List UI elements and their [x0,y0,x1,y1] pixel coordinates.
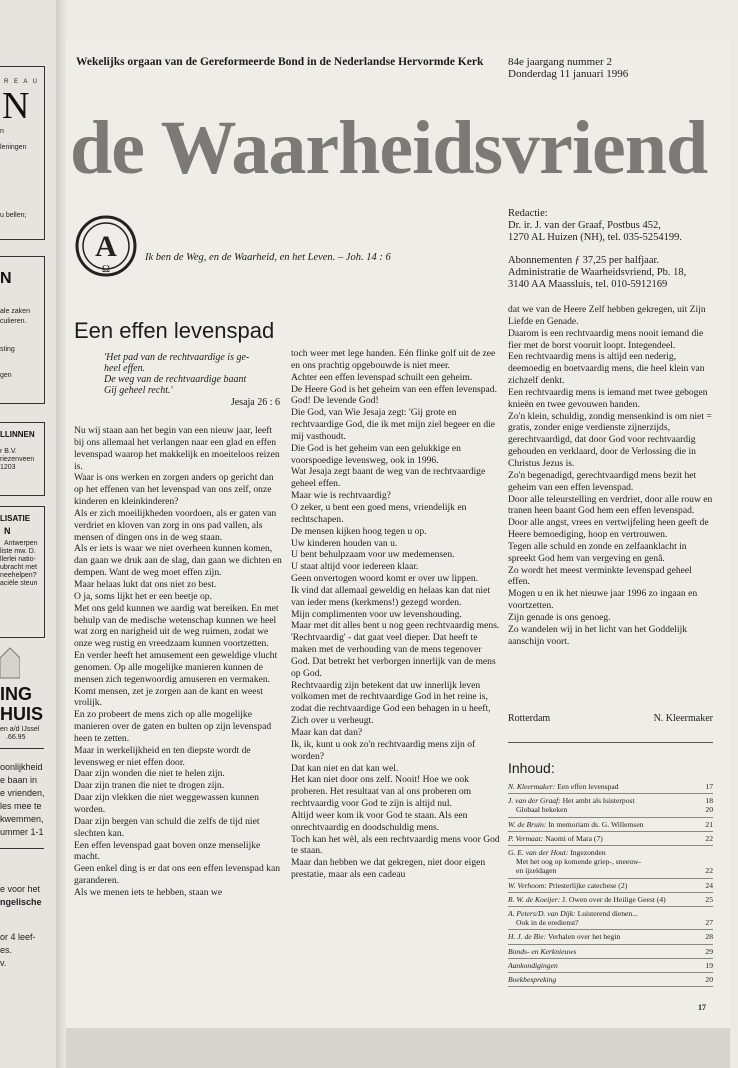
adjacent-text: n [0,128,4,135]
adjacent-text: aciële steun [0,580,38,587]
adjacent-text: ngelische [0,897,42,907]
paragraph: Mogen u en ik het nieuwe jaar 1996 zo ingaan en voortzetten. [508,588,698,612]
adjacent-text: e vrienden, [0,788,45,798]
paragraph: Als er zich moeilijkheden voordoen, als er gaten van verdriet en kloven van zorg in ons pad vallen, als mensen of dingen ons in de weg staan. [74,507,277,543]
adjacent-text: R E A U [4,79,40,85]
paragraph: Zo wordt het meest verminkte levenspad geheel effen. [508,564,692,588]
toc-text: In memoriam ds. G. Willemsen [548,819,644,829]
adjacent-text: neehelpen? [0,572,37,579]
adjacent-text: gen [0,372,12,379]
paragraph: Zo'n begenadigd, gerechtvaardigd mens bezit het geheim van een effen levenspad. [508,469,697,493]
abonnementen-line: Abonnementen ƒ 37,25 per halfjaar. [508,255,660,266]
issue-date: Donderdag 11 januari 1996 [508,68,629,80]
toc-page: 29 [705,946,713,956]
paragraph: Die God, van Wie Jesaja zegt: 'Gij grote en rechtvaardige God, die ik met mijn ziel begeer en die mij vasthoudt. [291,407,496,442]
toc-item[interactable] [508,832,713,846]
page-bottom-edge [66,1028,730,1068]
toc-item[interactable] [508,930,713,944]
toc-page: 22 [705,866,713,876]
paragraph: toch weer met lege handen. Eén flinke golf uit de zee en ons prachtig opgebouwde is niet meer. [291,348,496,371]
paragraph: Maar met dit alles bent u nog geen rechtvaardig mens. [291,620,500,632]
article-title: Een effen levenspad [74,318,275,343]
toc-page: 28 [705,932,713,942]
organ-line: Wekelijks orgaan van de Gereformeerde Bond in de Nederlandse Hervormde Kerk [76,56,484,68]
paragraph: Daarom is een rechtvaardig mens nooit iemand die fier met de borst vooruit loopt. Integendeel. [508,327,704,351]
toc-author: W. de Bruin: [508,819,547,829]
adjacent-text: Antwerpen [4,540,38,547]
paragraph: Tegen alle schuld en zonde en zelfaanklacht in spreekt God hem van vergeving en genâ. [508,540,687,564]
toc-page: 21 [705,819,713,829]
toc-item[interactable] [508,846,713,879]
toc-text: Met het oog op komende griep-, sneeuw- [516,857,642,867]
toc-item[interactable] [508,973,713,987]
paragraph: Komt mensen, zet je zorgen aan de kant en weest vrolijk. [74,685,263,709]
adjacent-text: or 4 leef- [0,932,36,942]
redactie-line: Redactie: [508,208,548,219]
signature-place: Rotterdam [508,713,551,724]
adjacent-text: N [0,270,12,287]
article-column-3 [508,304,713,647]
quote-line: heel effen. [104,363,146,374]
paragraph: Maar dan hebben we dat gekregen, niet door eigen prestatie, maar als een cadeau [291,857,486,881]
adjacent-text: kwemmen, [0,814,44,824]
page-number: 17 [698,1003,706,1012]
adjacent-text: les mee te [0,801,42,811]
paragraph: 'Rechtvaardig' - dat gaat veel dieper. Dat heeft te maken met de verhouding van de mens tegenover God. Dat betrekt het verborgen innerlijk van de mens op God. [291,632,496,679]
paragraph: Maar kan dat dan? [291,727,363,738]
adjacent-text: sting [0,346,15,353]
adjacent-page-strip [0,0,57,1068]
adjacent-text: 1203 [0,464,16,471]
toc-item[interactable] [508,959,713,973]
adjacent-text: v. [0,958,7,968]
adjacent-text: llerlei natio- [0,556,36,563]
toc-text: J. Owen over de Heilige Geest (4) [562,894,666,904]
paragraph: O zeker, u bent een goed mens, vriendelijk en rechtschapen. [291,501,467,525]
paragraph: U staat altijd voor iedereen klaar. [291,561,419,573]
toc-text: Ook in de eredienst? [516,918,579,928]
paragraph: Wat Jesaja zegt baant de weg van de rechtvaardige geheel effen. [291,466,486,490]
paragraph: Als er iets is waar we niet overheen kunnen komen, dan gaan we druk aan de slag, dan gaan we dichten en dempen. Want de weg moet effen zijn. [74,543,282,579]
paragraph: Toch kan het wèl, als een rechtvaardig mens voor God te staan. [291,833,500,857]
paragraph: Met ons geld kunnen we aardig wat bereiken. En met behulp van de medische wetenschap kunnen we heel wat zorg en narigheid uit de weg ruimen, zodat we onze weg rustig en vreedzaam kunnen voortzetten. [74,602,279,650]
toc-page: 22 [705,833,713,843]
toc-item[interactable] [508,879,713,893]
adjacent-text: LLINNEN [0,430,35,439]
paragraph: Een rechtvaardig mens is altijd een nederig, deemoedig en boetvaardig mens, die heel klein van zichzelf denkt. [508,351,705,387]
paragraph: U bent behulpzaam voor uw medemensen. [291,549,455,561]
toc-author: Bonds- en Kerknieuws [508,946,577,956]
issue-info [508,56,628,80]
quote-line: Gij geheel recht.' [104,385,173,396]
adjacent-house-icon [0,640,20,680]
paragraph: Ik, ik, kunt u ook zo'n rechtvaardig mens zijn of worden? [291,738,476,762]
paragraph: Maar in werkelijkheid en ten diepste wordt de levensweg er niet effen door. [74,744,251,768]
adjacent-text: e voor het [0,884,41,894]
adjacent-text: ING [0,684,33,704]
paragraph: Daar zijn bergen van schuld die zelfs de tijd niet slechten kan. [74,815,260,839]
adjacent-rule [0,848,44,849]
adjacent-text: leningen [0,144,27,151]
toc-page: 24 [705,880,713,890]
paragraph: Maar wie is rechtvaardig? [291,490,391,502]
toc-text: Naomi of Mara (7) [545,833,603,843]
adjacent-text: es. [0,945,13,955]
adjacent-text: ummer 1-1 [0,827,44,837]
paragraph: Zo wandelen wij in het licht van het Goddelijk aanschijn voort. [508,623,688,647]
paragraph: Door alle teleurstelling en verdriet, door alle rouw en tranen heen baant God hem een effen levenspad. Door alle angst, vrees en vertwijfeling heen geeft de Heere bemoediging, hoop en vertrouwen. [508,493,713,541]
abonnementen-block [508,255,686,291]
paragraph: Een rechtvaardig mens is iemand met twee gebogen knieën en twee gevouwen handen. [508,386,708,410]
adjacent-text: liste mw. D. [0,548,36,555]
paragraph: Mijn complimenten voor uw levenshouding. [291,608,462,620]
paragraph: Zijn genade is ons genoeg. [508,611,611,623]
toc-page: 18 [705,796,713,806]
article-signature [508,713,713,724]
quote-line: 'Het pad van de rechtvaardige is ge- [104,352,250,363]
paragraph: O ja, soms lijkt het er een beetje op. [74,590,213,602]
article-column-2 [291,348,500,881]
toc-text: Het ambt als luisterpost [562,796,635,806]
issue-number: 84e jaargang nummer 2 [508,56,612,68]
toc-page: 20 [705,805,713,815]
paragraph: Nu wij staan aan het begin van een nieuw jaar, leeft bij ons allemaal het verlangen naar een glad en effen levenspad waarop het makkelijk en moeiteloos reizen is. [74,425,280,472]
adjacent-text: N [4,526,11,536]
paragraph: Een effen levenspad gaat boven onze menselijke macht. [74,839,261,863]
toc-item[interactable] [508,893,713,907]
toc-text: Een effen levenspad [557,782,619,791]
adjacent-text: .66.95 [6,734,26,741]
adjacent-text: e baan in [0,775,38,785]
toc-item[interactable] [508,945,713,959]
page-gutter [56,0,66,1068]
signature-author: N. Kleermaker [653,713,713,724]
logo-alpha: A [95,230,117,263]
bible-quote [104,352,280,408]
toc-author: A. Peters/D. van Dijk: [508,909,576,919]
toc-item[interactable] [508,818,713,832]
toc-page: 19 [705,960,713,970]
toc-author: J. van der Graaf: [508,796,561,806]
toc-author: Aankondigingen [508,960,558,970]
toc-author: W. Verhoom: [508,880,547,890]
abonnementen-line: Administratie de Waarheidsvriend, Pb. 18, [508,267,687,278]
adjacent-text: HUIS [0,704,44,724]
adjacent-text: oonlijkheid [0,762,43,772]
toc-text: Verhalen over het begin [547,932,621,942]
article-column-1 [74,425,282,899]
toc-text: Globaal bekeken [516,805,568,815]
paragraph: Zo'n klein, schuldig, zondig mensenkind is om niet = gratis, zonder enige verdienste zijnerzijds, gerechtvaardigd, dat door God voor rechtvaardig gehouden en verklaard, door de Verlossing die in Christus Jezus is. [508,410,712,469]
quote-line: De weg van de rechtvaardige baant [104,374,247,385]
toc-item[interactable] [508,907,713,930]
abonnementen-line: 3140 AA Maassluis, tel. 010-5912169 [508,279,668,290]
motto: Ik ben de Weg, en de Waarheid, en het Leven. – Joh. 14 : 6 [145,252,391,263]
adjacent-text: u bellen; [0,212,27,219]
section-divider [508,742,713,743]
paragraph: En verder heeft het amusement een geweldige vlucht genomen. Op alle mogelijke manieren kunnen de mensen zich tegenwoordig amuseren en vermaken. [74,650,278,685]
toc-text: Ingezonden [570,848,606,858]
adjacent-text: N [2,85,30,127]
alpha-omega-seal-icon [74,214,138,283]
quote-source: Jesaja 26 : 6 [230,397,280,408]
paragraph: Maar helaas lukt dat ons niet zo best. [74,578,217,590]
paragraph: Die God is het geheim van een gelukkige en voorspoedige levensweg, ook in 1996. [291,442,461,466]
paragraph: Als we menen iets te hebben, staan we [74,886,223,898]
redactie-block [508,208,682,244]
paragraph: Geen onvertogen woord komt er over uw lippen. [291,573,479,585]
paragraph: Daar zijn vlekken die niet weggewassen kunnen worden. [74,792,259,815]
logo-omega: Ω [101,263,111,275]
adjacent-text: en a/d IJssel [0,726,40,733]
toc-item[interactable] [508,794,713,817]
redactie-line: Dr. ir. J. van der Graaf, Postbus 452, [508,220,661,231]
paragraph: Daar zijn wonden die niet te helen zijn. [74,768,225,780]
paragraph: Het kan niet door ons zelf. Nooit! Hoe we ook proberen. Het resultaat van al ons proberen om rechtvaardig voor God te zijn is altijd nul. [291,774,472,810]
toc-page: 17 [705,782,713,791]
paragraph: Rechtvaardig zijn betekent dat uw innerlijk leven volkomen met de rechtvaardige God in het reine is, zodat die rechtvaardige God een behagen in u heeft, Zich over u verheugt. [291,679,491,727]
toc-text: en ijzeldagen [516,866,557,876]
paragraph: dat we van de Heere Zelf hebben gekregen, uit Zijn Liefde en Genade. [508,304,706,327]
adjacent-text: LISATIE [0,514,31,523]
paragraph: Waar is ons werken en zorgen anders op gericht dan op het effenen van het levenspad van ons zelf, onze kinderen en kleinkinderen? [74,472,274,508]
paragraph: Altijd weer kom ik voor God te staan. Als een onrechtvaardig en doodschuldig mens. [291,809,468,833]
toc-author: H. J. de Bie: [508,932,547,942]
toc-author: N. Kleermaker: [508,782,556,791]
toc-author: P. Vermaat: [508,833,544,843]
adjacent-text: riezenveen [0,456,35,463]
toc-author: R. W. de Koeijer: [508,894,561,904]
paragraph: Dat kan niet en dat kan wel. [291,762,399,774]
paragraph: En zo probeert de mens zich op alle mogelijke manieren over de gaten en bulten op zijn levenspad heen te zetten. [74,709,272,744]
adjacent-rule [0,748,44,749]
paragraph: God! De levende God! [291,395,379,407]
adjacent-text: r B.V. [0,448,17,455]
adjacent-text: culieren. [0,318,27,325]
paragraph: Ik vind dat allemaal geweldig en helaas kan dat niet van ieder mens (kerkmens!) gezegd worden. [291,584,490,608]
paragraph: Geen enkel ding is er dat ons een effen levenspad kan garanderen. [74,863,281,887]
table-of-contents [508,780,713,987]
paragraph: Achter een effen levenspad schuilt een geheim. [291,371,473,383]
redactie-line: 1270 AL Huizen (NH), tel. 035-5254199. [508,232,682,243]
inhoud-title: Inhoud: [508,760,555,776]
toc-author: G. E. van der Hout: [508,848,569,858]
masthead-title: de Waarheidsvriend [70,106,708,190]
paragraph: De Heere God is het geheim van een effen levenspad. [291,383,498,395]
paragraph: Uw kinderen houden van u. [291,537,398,549]
toc-item[interactable] [508,780,713,794]
adjacent-text: ale zaken [0,308,30,315]
toc-text: Priesterlijke catechese (2) [548,880,628,890]
adjacent-text: ubracht met [0,564,37,571]
paragraph: Daar zijn tranen die niet te drogen zijn. [74,780,225,792]
toc-page: 27 [705,918,713,928]
toc-author: Boekbespreking [508,975,557,985]
toc-text: Luisterend dienen... [577,909,638,919]
toc-page: 20 [705,975,713,985]
paragraph: De mensen kijken hoog tegen u op. [291,525,427,537]
toc-page: 25 [705,894,713,904]
